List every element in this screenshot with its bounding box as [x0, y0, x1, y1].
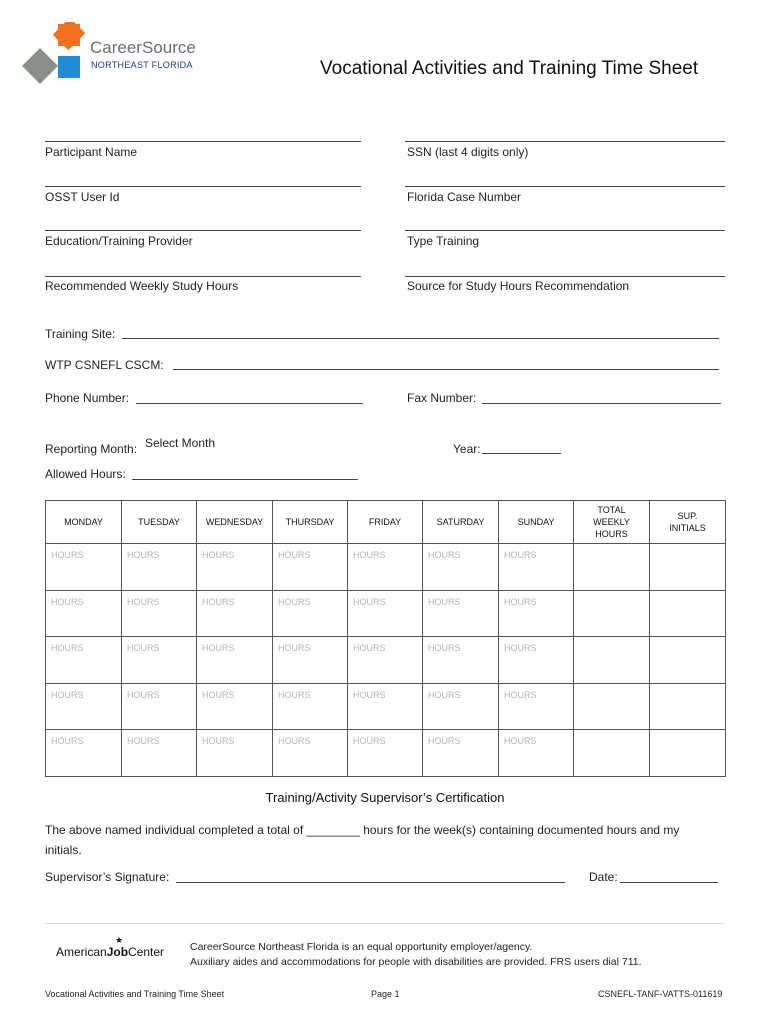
hours-cell-tuesday[interactable]: [122, 683, 197, 730]
hours-placeholder: HOURS: [428, 643, 461, 654]
header-wednesday: WEDNESDAY: [197, 501, 273, 544]
total-header-line-2: WEEKLY: [593, 517, 630, 527]
table-header-row: [46, 501, 726, 544]
logo-brand: CareerSource: [90, 38, 196, 57]
osst-user-id-line[interactable]: [45, 186, 361, 187]
recommended-hours-label: Recommended Weekly Study Hours: [45, 279, 239, 293]
fax-line[interactable]: [482, 403, 721, 404]
provider-line[interactable]: [45, 230, 361, 231]
logo-region: NORTHEAST FLORIDA: [91, 60, 193, 70]
year-line[interactable]: [482, 453, 561, 454]
provider-label: Education/Training Provider: [45, 234, 193, 248]
hours-placeholder: HOURS: [353, 550, 386, 560]
header-saturday: SATURDAY: [423, 501, 499, 544]
hours-cell-monday[interactable]: [46, 590, 122, 637]
source-hours-line[interactable]: [405, 276, 725, 277]
hours-cell-wednesday[interactable]: [197, 730, 273, 777]
hours-cell-friday[interactable]: [348, 544, 423, 591]
hours-cell-monday[interactable]: [46, 637, 122, 684]
participant-name-line[interactable]: [45, 141, 361, 142]
hours-cell-sunday[interactable]: [499, 730, 574, 777]
hours-placeholder: HOURS: [504, 550, 537, 560]
table-row: [46, 683, 726, 730]
wtp-label: WTP CSNEFL CSCM:: [45, 358, 164, 372]
sup-initials-cell[interactable]: [650, 544, 726, 591]
ssn-line[interactable]: [405, 141, 725, 142]
ajc-center: Center: [128, 945, 165, 959]
timesheet-body: [46, 544, 726, 777]
total-header-line-1: TOTAL: [597, 505, 626, 515]
hours-cell-saturday[interactable]: [423, 544, 499, 591]
hours-placeholder: HOURS: [202, 550, 235, 560]
american-job-center-logo: [56, 935, 165, 961]
sup-initials-cell[interactable]: [650, 637, 726, 684]
hours-placeholder: HOURS: [202, 596, 235, 607]
hours-placeholder: HOURS: [127, 689, 160, 700]
hours-cell-thursday[interactable]: [273, 683, 348, 730]
hours-placeholder: HOURS: [353, 643, 386, 654]
total-weekly-hours-cell[interactable]: [574, 590, 650, 637]
osst-user-id-label: OSST User Id: [45, 190, 120, 204]
hours-cell-wednesday[interactable]: [197, 590, 273, 637]
hours-placeholder: HOURS: [51, 596, 84, 607]
hours-placeholder: HOURS: [51, 643, 84, 654]
training-site-line[interactable]: [122, 338, 719, 339]
hours-cell-monday[interactable]: [46, 683, 122, 730]
wtp-line[interactable]: [173, 369, 719, 370]
hours-placeholder: HOURS: [504, 736, 537, 747]
hours-cell-wednesday[interactable]: [197, 544, 273, 591]
certification-line-2: initials.: [45, 843, 82, 857]
hours-cell-friday[interactable]: [348, 590, 423, 637]
total-weekly-hours-cell[interactable]: [574, 730, 650, 777]
ssn-label: SSN (last 4 digits only): [407, 145, 529, 159]
footer-form-code: CSNEFL-TANF-VATTS-011619: [598, 989, 723, 999]
sup-initials-cell[interactable]: [650, 590, 726, 637]
hours-cell-tuesday[interactable]: [122, 637, 197, 684]
hours-cell-sunday[interactable]: [499, 683, 574, 730]
hours-cell-tuesday[interactable]: [122, 544, 197, 591]
case-number-label: Florida Case Number: [407, 190, 522, 204]
accommodation-statement: Auxiliary aides and accommodations for people with disabilities are provided. FRS users dial 711.: [190, 956, 642, 968]
ajc-job: Job: [106, 945, 129, 959]
hours-cell-saturday[interactable]: [423, 590, 499, 637]
footer-form-name: Vocational Activities and Training Time Sheet: [45, 989, 225, 999]
hours-cell-monday[interactable]: [46, 544, 122, 591]
hours-cell-wednesday[interactable]: [197, 683, 273, 730]
hours-placeholder: HOURS: [51, 550, 84, 560]
phone-label: Phone Number:: [45, 391, 130, 405]
hours-placeholder: HOURS: [428, 550, 461, 560]
hours-cell-saturday[interactable]: [423, 730, 499, 777]
hours-cell-tuesday[interactable]: [122, 730, 197, 777]
allowed-hours-label: Allowed Hours:: [45, 467, 126, 481]
hours-cell-sunday[interactable]: [499, 590, 574, 637]
hours-placeholder: HOURS: [428, 596, 461, 607]
supervisor-signature-label: Supervisor’s Signature:: [45, 870, 170, 884]
sup-initials-cell[interactable]: [650, 683, 726, 730]
total-weekly-hours-cell[interactable]: [574, 683, 650, 730]
hours-cell-friday[interactable]: [348, 730, 423, 777]
sup-header-line-1: SUP.: [677, 511, 698, 521]
table-row: [46, 590, 726, 637]
allowed-hours-line[interactable]: [132, 479, 358, 480]
hours-placeholder: HOURS: [353, 736, 386, 747]
hours-placeholder: HOURS: [127, 643, 160, 654]
date-label: Date:: [589, 870, 618, 884]
year-label: Year:: [453, 442, 481, 456]
hours-placeholder: HOURS: [278, 596, 311, 607]
page-title: Vocational Activities and Training Time Sheet: [320, 58, 699, 79]
certification-line-1: The above named individual completed a total of ________ hours for the week(s) containing documented hours and my: [45, 823, 680, 837]
footer-page-number: Page 1: [371, 989, 400, 999]
hours-placeholder: HOURS: [278, 643, 311, 654]
header-friday: FRIDAY: [348, 501, 423, 544]
hours-placeholder: HOURS: [278, 689, 311, 700]
participant-name-label: Participant Name: [45, 145, 138, 159]
header-sup-initials: [650, 501, 726, 544]
header-sunday: SUNDAY: [499, 501, 574, 544]
hours-cell-sunday[interactable]: [499, 544, 574, 591]
sup-initials-cell[interactable]: [650, 730, 726, 777]
header-monday: MONDAY: [46, 501, 122, 544]
ajc-star-icon: ★: [115, 935, 124, 945]
certification-heading: Training/Activity Supervisor’s Certification: [265, 790, 505, 805]
hours-cell-thursday[interactable]: [273, 637, 348, 684]
case-number-line[interactable]: [405, 186, 725, 187]
hours-cell-thursday[interactable]: [273, 590, 348, 637]
hours-placeholder: HOURS: [127, 596, 160, 607]
hours-cell-monday[interactable]: [46, 730, 122, 777]
hours-cell-wednesday[interactable]: [197, 637, 273, 684]
hours-placeholder: HOURS: [51, 689, 84, 700]
hours-cell-friday[interactable]: [348, 683, 423, 730]
training-site-label: Training Site:: [45, 327, 116, 341]
select-month-dropdown[interactable]: Select Month: [145, 436, 216, 450]
hours-cell-sunday[interactable]: [499, 637, 574, 684]
footer-divider: [45, 923, 725, 924]
hours-cell-saturday[interactable]: [423, 683, 499, 730]
ajc-american: American: [56, 945, 107, 959]
table-row: [46, 544, 726, 591]
header-tuesday: TUESDAY: [122, 501, 197, 544]
hours-placeholder: HOURS: [127, 550, 160, 560]
hours-placeholder: HOURS: [504, 596, 537, 607]
supervisor-signature-line[interactable]: [176, 882, 565, 883]
hours-cell-tuesday[interactable]: [122, 590, 197, 637]
hours-placeholder: HOURS: [202, 736, 235, 747]
type-training-line[interactable]: [405, 230, 725, 231]
hours-placeholder: HOURS: [202, 689, 235, 700]
table-row: [46, 637, 726, 684]
header-thursday: THURSDAY: [273, 501, 348, 544]
phone-line[interactable]: [136, 403, 363, 404]
hours-placeholder: HOURS: [428, 689, 461, 700]
total-header-line-3: HOURS: [595, 529, 628, 539]
date-line[interactable]: [620, 882, 718, 883]
hours-cell-thursday[interactable]: [273, 730, 348, 777]
hours-placeholder: HOURS: [51, 736, 84, 747]
hours-cell-friday[interactable]: [348, 637, 423, 684]
table-row: [46, 730, 726, 777]
fax-label: Fax Number:: [407, 391, 477, 405]
hours-placeholder: HOURS: [353, 596, 386, 607]
hours-placeholder: HOURS: [202, 643, 235, 654]
hours-placeholder: HOURS: [278, 550, 311, 560]
hours-placeholder: HOURS: [504, 643, 537, 654]
type-training-label: Type Training: [407, 234, 480, 248]
careersource-logo: [22, 22, 202, 90]
hours-cell-thursday[interactable]: [273, 544, 348, 591]
hours-placeholder: HOURS: [504, 689, 537, 700]
header-total-weekly-hours: [574, 501, 650, 544]
hours-cell-saturday[interactable]: [423, 637, 499, 684]
eeo-statement: CareerSource Northeast Florida is an equal opportunity employer/agency.: [190, 941, 533, 953]
logo-mark-icon: [22, 22, 86, 90]
total-weekly-hours-cell[interactable]: [574, 544, 650, 591]
reporting-month-label: Reporting Month:: [45, 442, 138, 456]
timesheet-table: [45, 500, 726, 777]
hours-placeholder: HOURS: [127, 736, 160, 747]
hours-placeholder: HOURS: [428, 736, 461, 747]
source-hours-label: Source for Study Hours Recommendation: [407, 279, 630, 293]
hours-placeholder: HOURS: [353, 689, 386, 700]
sup-header-line-2: INITIALS: [669, 523, 706, 533]
total-weekly-hours-cell[interactable]: [574, 637, 650, 684]
hours-placeholder: HOURS: [278, 736, 311, 747]
recommended-hours-line[interactable]: [45, 276, 361, 277]
